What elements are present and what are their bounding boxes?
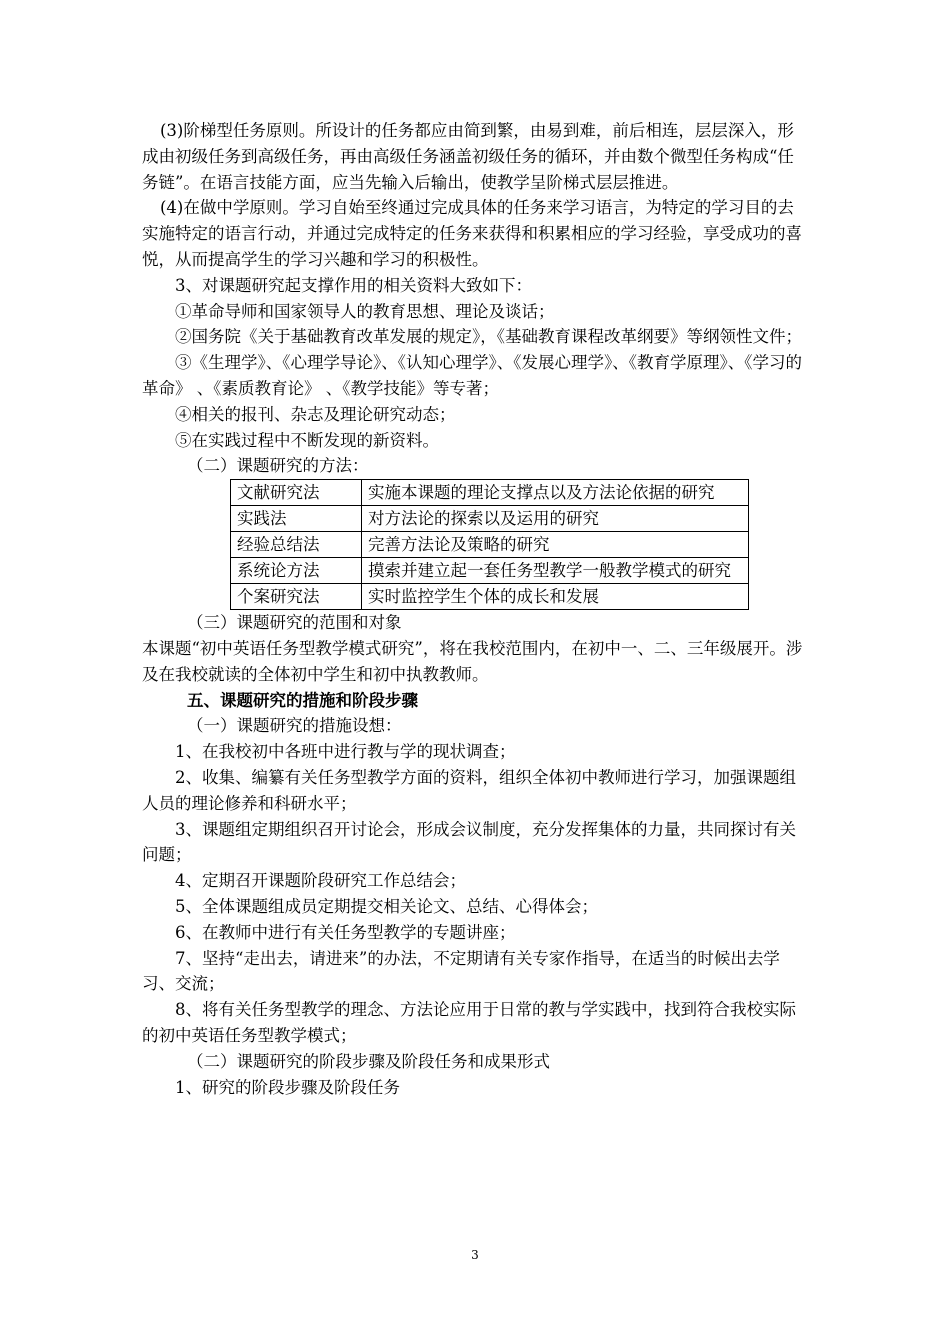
table-row [231, 558, 749, 584]
table-row [231, 532, 749, 558]
methods-heading: （二）课题研究的方法： [187, 456, 369, 476]
method-desc: 完善方法论及策略的研究 [362, 532, 749, 558]
scope-paragraph: 本课题“初中英语任务型教学模式研究”，将在我校范围内，在初中一、二、三年级展开。涉及在我校就读的全体初中学生和初中执教教师。 [142, 638, 803, 684]
method-name: 文献研究法 [231, 480, 362, 506]
measure-item-7: 7、坚持“走出去，请进来”的办法，不定期请有关专家作指导，在适当的时候出去学习、交流； [142, 948, 780, 994]
method-name: 系统论方法 [231, 558, 362, 584]
measure-item-5: 5、全体课题组成员定期提交相关论文、总结、心得体会； [175, 896, 598, 916]
method-desc: 实时监控学生个体的成长和发展 [362, 584, 749, 610]
method-name: 经验总结法 [231, 532, 362, 558]
page-number: 3 [471, 1248, 479, 1262]
material-item-1: ①革命导师和国家领导人的教育思想、理论及谈话； [175, 301, 555, 321]
material-item-3: ③《生理学》、《心理学导论》、《认知心理学》、《发展心理学》、《教育学原理》、《学习的革命》 、《素质教育论》 、《教学技能》等专著； [142, 353, 802, 398]
measures-heading: （一）课题研究的措施设想： [187, 716, 402, 736]
method-desc: 实施本课题的理论支撑点以及方法论依据的研究 [362, 480, 749, 506]
method-name: 个案研究法 [231, 584, 362, 610]
measure-item-3: 3、课题组定期组织召开讨论会，形成会议制度，充分发挥集体的力量，共同探讨有关问题； [142, 819, 796, 865]
material-item-5: ⑤在实践过程中不断发现的新资料。 [175, 430, 439, 450]
table-row [231, 584, 749, 610]
method-desc: 对方法论的探索以及运用的研究 [362, 506, 749, 532]
method-name: 实践法 [231, 506, 362, 532]
material-item-4: ④相关的报刊、杂志及理论研究动态； [175, 404, 456, 424]
scope-heading: （三）课题研究的范围和对象 [187, 613, 402, 633]
stages-heading: （二）课题研究的阶段步骤及阶段任务和成果形式 [187, 1051, 550, 1071]
table-row [231, 506, 749, 532]
measure-item-2: 2、收集、编纂有关任务型教学方面的资料，组织全体初中教师进行学习，加强课题组人员的理论修养和科研水平； [142, 767, 796, 813]
principle-4-paragraph: (4)在做中学原则。学习自始至终通过完成具体的任务来学习语言，为特定的学习目的去实施特定的语言行动，并通过完成特定的任务来获得和积累相应的学习经验，享受成功的喜悦，从而提高学生的学习兴趣和学习的积极性。 [142, 198, 802, 269]
support-materials-heading: 3、对课题研究起支撑作用的相关资料大致如下： [175, 275, 532, 295]
measure-item-6: 6、在教师中进行有关任务型教学的专题讲座； [175, 922, 516, 942]
methods-table [230, 479, 749, 610]
measure-item-8: 8、将有关任务型教学的理念、方法论应用于日常的教与学实践中，找到符合我校实际的初中英语任务型教学模式； [142, 1000, 796, 1045]
measure-item-1: 1、在我校初中各班中进行教与学的现状调查； [175, 742, 516, 762]
stages-item-1: 1、研究的阶段步骤及阶段任务 [175, 1077, 400, 1097]
method-desc: 摸索并建立起一套任务型教学一般教学模式的研究 [362, 558, 749, 584]
table-row [231, 480, 749, 506]
section-5-heading: 五、课题研究的措施和阶段步骤 [187, 690, 418, 710]
principle-3-paragraph: (3)阶梯型任务原则。所设计的任务都应由简到繁，由易到难，前后相连，层层深入，形成由初级任务到高级任务，再由高级任务涵盖初级任务的循环，并由数个微型任务构成“任务链”。在语言技能方面，应当先输入后输出，使教学呈阶梯式层层推进。 [142, 121, 794, 192]
measure-item-4: 4、定期召开课题阶段研究工作总结会； [175, 871, 466, 891]
material-item-2: ②国务院《关于基础教育改革发展的规定》，《基础教育课程改革纲要》等纲领性文件； [175, 327, 802, 347]
page-content [142, 118, 810, 1100]
